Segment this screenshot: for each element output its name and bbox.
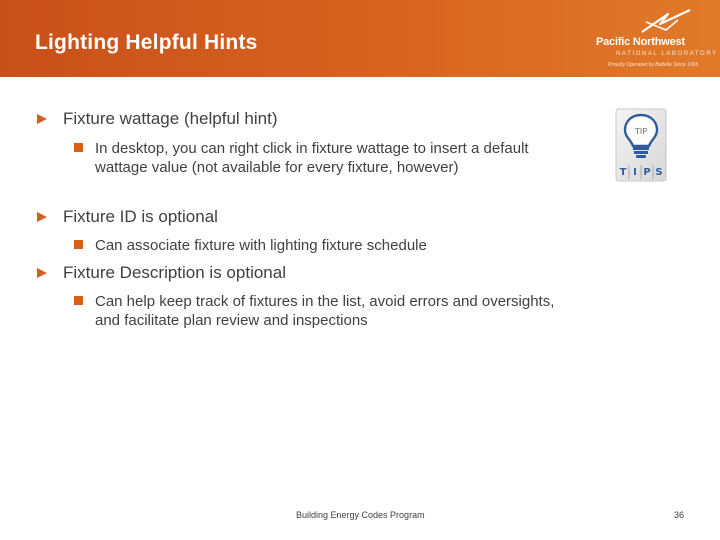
sub-bullet-square-icon [74, 240, 83, 249]
sub-bullet-square-icon [74, 296, 83, 305]
sub-bullet-square-icon [74, 143, 83, 152]
tips-letter-p: P [643, 167, 651, 178]
sub-bullet-text: Can associate fixture with lighting fixture schedule [95, 237, 427, 254]
tips-letter-t: T [619, 167, 627, 178]
sub-bullet-text: In desktop, you can right click in fixture wattage to insert a default wattage value (not available for every fixture, however) [95, 140, 529, 176]
bullet-arrow-icon [37, 268, 47, 278]
slide-title: Lighting Helpful Hints [35, 31, 258, 54]
bullet-arrow-icon [37, 212, 47, 222]
bullet-arrow-icon [37, 114, 47, 124]
bullet-text: Fixture Description is optional [63, 263, 286, 282]
footer-program: Building Energy Codes Program [296, 510, 425, 520]
logo-tagline: Proudly Operated by Battelle Since 1965 [608, 62, 699, 68]
logo-name: Pacific Northwest [596, 36, 685, 48]
tips-letter-i: I [633, 167, 637, 178]
logo-subtitle: NATIONAL LABORATORY [616, 51, 718, 57]
bullet-text: Fixture wattage (helpful hint) [63, 109, 278, 128]
tips-lightbulb-icon [614, 107, 670, 185]
page-number: 36 [674, 510, 685, 520]
tips-letter-s: S [655, 167, 663, 178]
bulb-label: TIP [634, 127, 648, 136]
sub-bullet-text: Can help keep track of fixtures in the list, avoid errors and oversights, and facilitate plan review and inspections [95, 293, 555, 329]
bullet-text: Fixture ID is optional [63, 207, 218, 226]
